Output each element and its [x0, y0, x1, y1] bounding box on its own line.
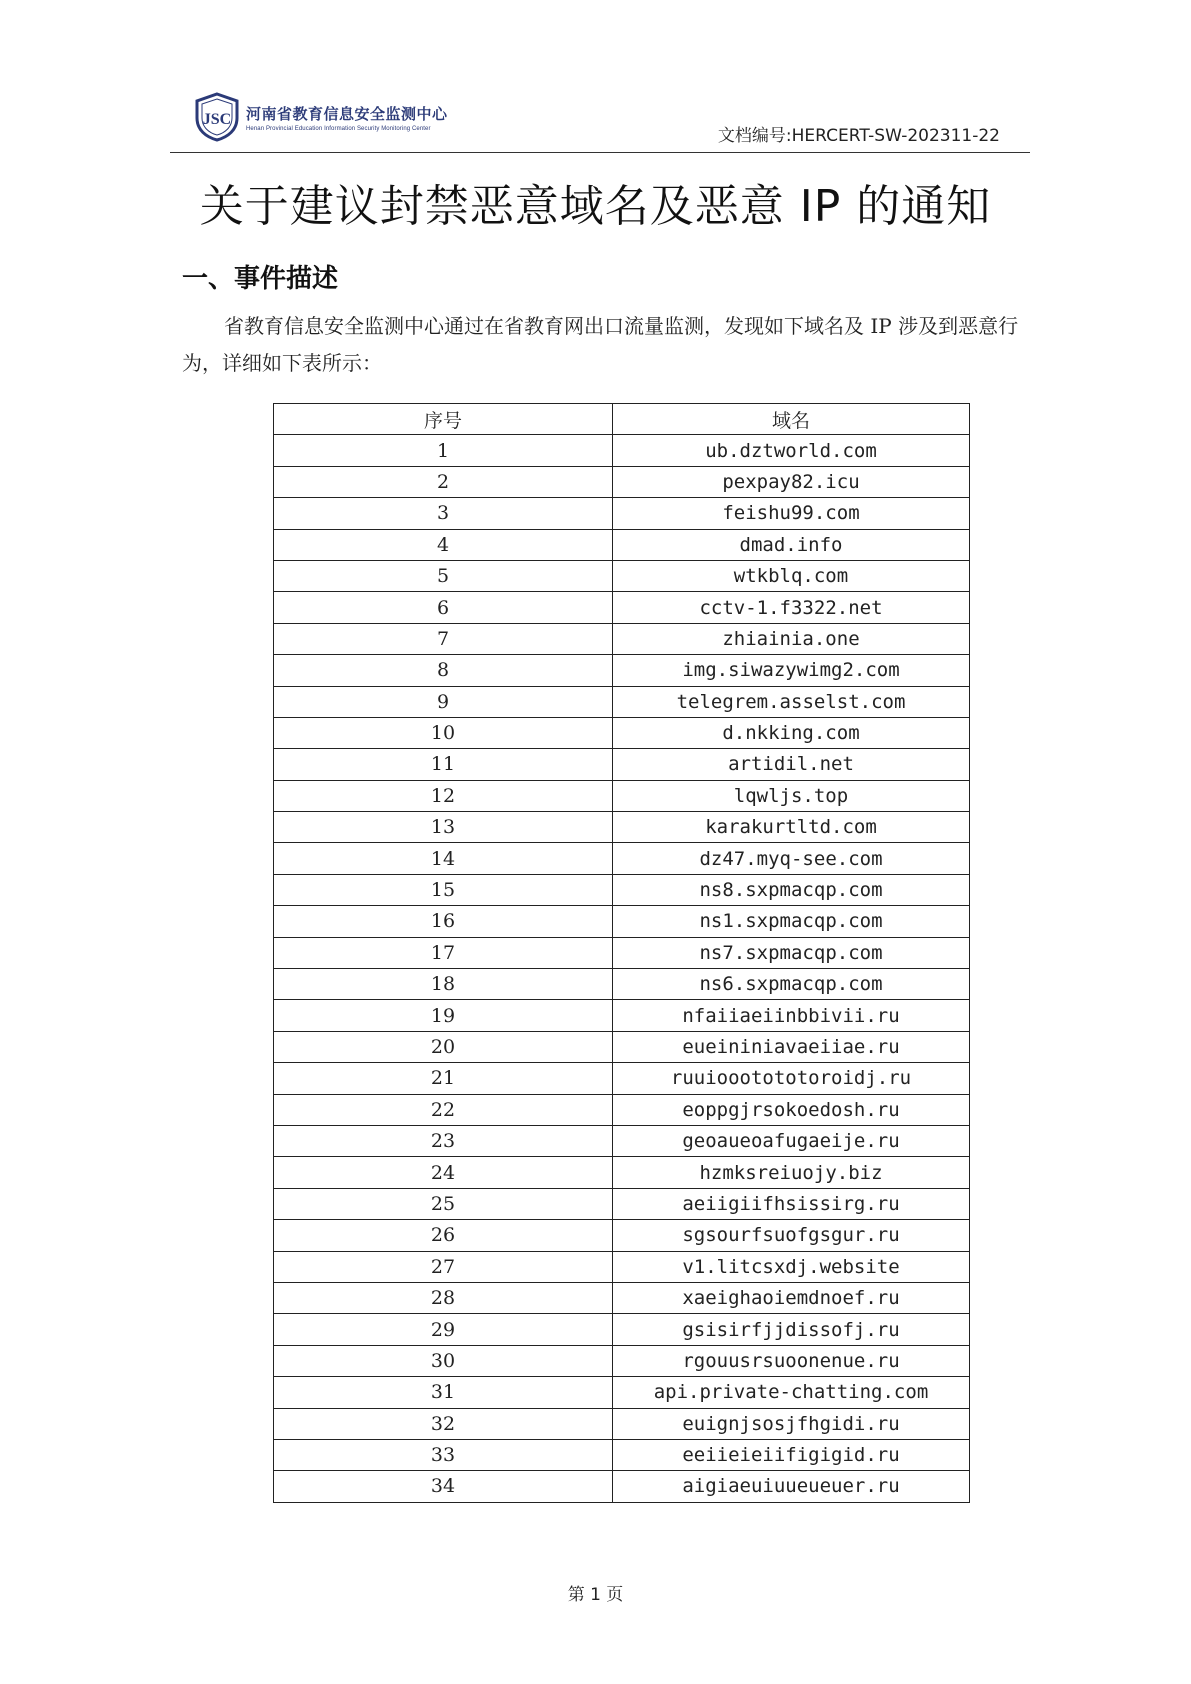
- shield-logo-icon: [194, 92, 240, 142]
- row-domain-cell: karakurtltd.com: [613, 812, 970, 843]
- row-domain-cell: d.nkking.com: [613, 717, 970, 748]
- table-row: [274, 686, 970, 717]
- logo-letters: JSC: [202, 111, 232, 128]
- section-paragraph: 省教育信息安全监测中心通过在省教育网出口流量监测，发现如下域名及 IP 涉及到恶意行为，详细如下表所示：: [182, 314, 1019, 375]
- row-index-cell: 32: [274, 1408, 613, 1439]
- table-row: [274, 1251, 970, 1282]
- row-index-cell: 12: [274, 780, 613, 811]
- row-index-cell: 13: [274, 812, 613, 843]
- row-domain-cell: nfaiiaeiinbbivii.ru: [613, 1000, 970, 1031]
- document-number: 文档编号:HERCERT-SW-202311-22: [717, 126, 1000, 146]
- row-index-cell: 17: [274, 937, 613, 968]
- row-index-cell: 28: [274, 1282, 613, 1313]
- column-header-index: 序号: [274, 404, 613, 435]
- row-domain-cell: ns6.sxpmacqp.com: [613, 969, 970, 1000]
- row-domain-cell: ruuioootototoroidj.ru: [613, 1063, 970, 1094]
- row-domain-cell: artidil.net: [613, 749, 970, 780]
- table-row: [274, 1345, 970, 1376]
- page-number: 第 1 页: [567, 1585, 624, 1605]
- row-index-cell: 27: [274, 1251, 613, 1282]
- table-row: [274, 1314, 970, 1345]
- organization-logo: [194, 92, 448, 142]
- table-row: [274, 717, 970, 748]
- table-body: [274, 435, 970, 1502]
- section-heading: 一、事件描述: [182, 264, 339, 294]
- row-index-cell: 10: [274, 717, 613, 748]
- row-domain-cell: ns8.sxpmacqp.com: [613, 874, 970, 905]
- row-domain-cell: euignjsosjfhgidi.ru: [613, 1408, 970, 1439]
- table-row: [274, 1282, 970, 1313]
- row-domain-cell: zhiainia.one: [613, 623, 970, 654]
- row-index-cell: 26: [274, 1220, 613, 1251]
- row-domain-cell: ub.dztworld.com: [613, 435, 970, 466]
- table-row: [274, 780, 970, 811]
- row-index-cell: 19: [274, 1000, 613, 1031]
- row-index-cell: 11: [274, 749, 613, 780]
- row-domain-cell: gsisirfjjdissofj.ru: [613, 1314, 970, 1345]
- column-header-domain: 域名: [613, 404, 970, 435]
- row-domain-cell: v1.litcsxdj.website: [613, 1251, 970, 1282]
- row-index-cell: 21: [274, 1063, 613, 1094]
- table-row: [274, 874, 970, 905]
- row-domain-cell: aigiaeuiuueueuer.ru: [613, 1471, 970, 1502]
- row-domain-cell: lqwljs.top: [613, 780, 970, 811]
- row-domain-cell: img.siwazywimg2.com: [613, 655, 970, 686]
- row-index-cell: 15: [274, 874, 613, 905]
- row-index-cell: 18: [274, 969, 613, 1000]
- table-row: [274, 1063, 970, 1094]
- malicious-domain-table: [273, 403, 970, 1503]
- row-index-cell: 3: [274, 498, 613, 529]
- table-row: [274, 1000, 970, 1031]
- row-index-cell: 2: [274, 466, 613, 497]
- row-domain-cell: sgsourfsuofgsgur.ru: [613, 1220, 970, 1251]
- row-index-cell: 25: [274, 1188, 613, 1219]
- row-index-cell: 23: [274, 1125, 613, 1156]
- table-row: [274, 592, 970, 623]
- table-row: [274, 1157, 970, 1188]
- table-row: [274, 1188, 970, 1219]
- row-domain-cell: geoaueoafugaeije.ru: [613, 1125, 970, 1156]
- row-index-cell: 6: [274, 592, 613, 623]
- row-domain-cell: feishu99.com: [613, 498, 970, 529]
- row-index-cell: 14: [274, 843, 613, 874]
- row-index-cell: 30: [274, 1345, 613, 1376]
- row-index-cell: 7: [274, 623, 613, 654]
- page-header: [170, 86, 1030, 153]
- row-domain-cell: aeiigiifhsissirg.ru: [613, 1188, 970, 1219]
- row-index-cell: 34: [274, 1471, 613, 1502]
- table-row: [274, 1031, 970, 1062]
- table-row: [274, 529, 970, 560]
- row-index-cell: 16: [274, 906, 613, 937]
- table-row: [274, 937, 970, 968]
- row-domain-cell: cctv-1.f3322.net: [613, 592, 970, 623]
- table-row: [274, 749, 970, 780]
- table-row: [274, 466, 970, 497]
- table-row: [274, 1094, 970, 1125]
- row-index-cell: 31: [274, 1377, 613, 1408]
- row-index-cell: 1: [274, 435, 613, 466]
- document-title: 关于建议封禁恶意域名及恶意 IP 的通知: [199, 181, 992, 232]
- table-row: [274, 843, 970, 874]
- table-row: [274, 435, 970, 466]
- table-row: [274, 906, 970, 937]
- table-row: [274, 1125, 970, 1156]
- table-row: [274, 969, 970, 1000]
- row-index-cell: 4: [274, 529, 613, 560]
- row-domain-cell: pexpay82.icu: [613, 466, 970, 497]
- table-header-row: [274, 404, 970, 435]
- table-row: [274, 655, 970, 686]
- table-row: [274, 560, 970, 591]
- logo-name-en: Henan Provincial Education Information Security Monitoring Center: [246, 125, 431, 132]
- table-row: [274, 1220, 970, 1251]
- row-index-cell: 33: [274, 1439, 613, 1470]
- row-domain-cell: rgouusrsuoonenue.ru: [613, 1345, 970, 1376]
- row-domain-cell: dmad.info: [613, 529, 970, 560]
- row-index-cell: 8: [274, 655, 613, 686]
- row-index-cell: 9: [274, 686, 613, 717]
- table-row: [274, 1408, 970, 1439]
- row-domain-cell: eeiieieiifigigid.ru: [613, 1439, 970, 1470]
- row-index-cell: 5: [274, 560, 613, 591]
- table-row: [274, 1377, 970, 1408]
- row-domain-cell: dz47.myq-see.com: [613, 843, 970, 874]
- row-domain-cell: hzmksreiuojy.biz: [613, 1157, 970, 1188]
- row-domain-cell: ns7.sxpmacqp.com: [613, 937, 970, 968]
- logo-name-cn: 河南省教育信息安全监测中心: [246, 104, 448, 123]
- row-index-cell: 20: [274, 1031, 613, 1062]
- row-domain-cell: eoppgjrsokoedosh.ru: [613, 1094, 970, 1125]
- row-domain-cell: xaeighaoiemdnoef.ru: [613, 1282, 970, 1313]
- row-index-cell: 29: [274, 1314, 613, 1345]
- table-row: [274, 498, 970, 529]
- row-domain-cell: wtkblq.com: [613, 560, 970, 591]
- row-index-cell: 24: [274, 1157, 613, 1188]
- table-row: [274, 1471, 970, 1502]
- row-domain-cell: eueininiavaeiiae.ru: [613, 1031, 970, 1062]
- row-domain-cell: api.private-chatting.com: [613, 1377, 970, 1408]
- table-row: [274, 812, 970, 843]
- row-domain-cell: ns1.sxpmacqp.com: [613, 906, 970, 937]
- table-row: [274, 623, 970, 654]
- table-row: [274, 1439, 970, 1470]
- row-index-cell: 22: [274, 1094, 613, 1125]
- row-domain-cell: telegrem.asselst.com: [613, 686, 970, 717]
